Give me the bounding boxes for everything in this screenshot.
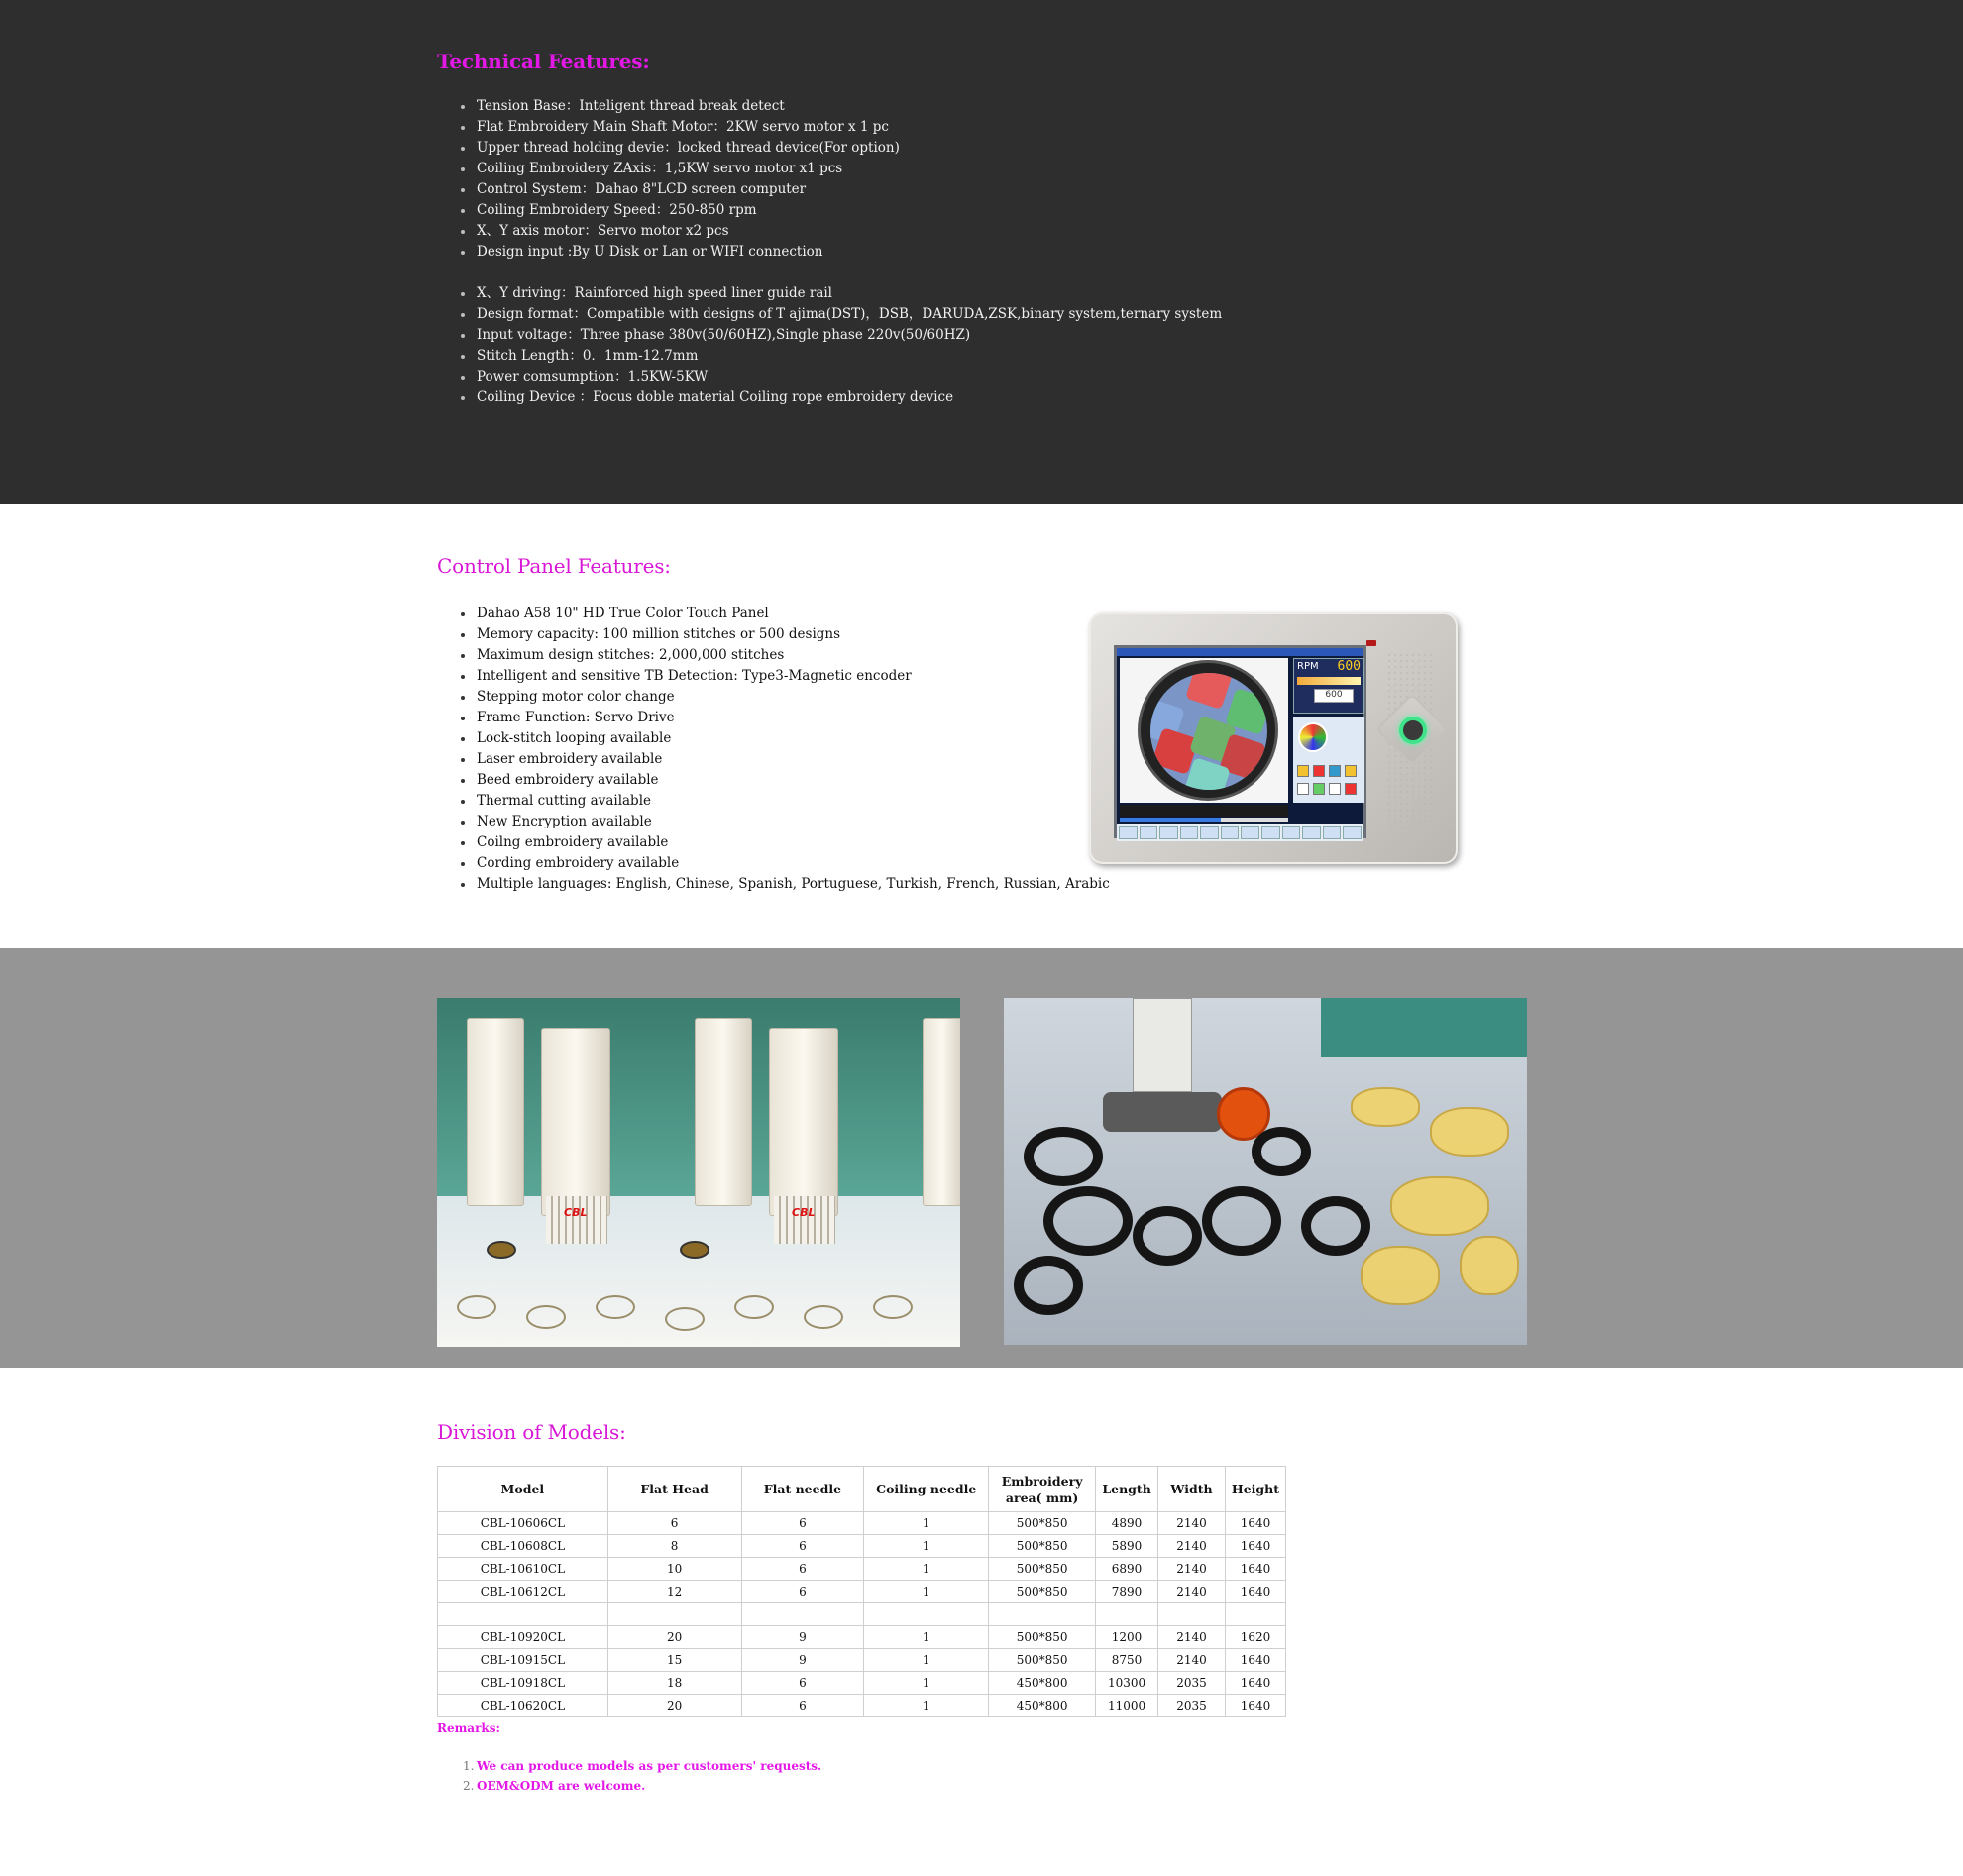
list-item: Tension Base：Inteligent thread break detect: [437, 96, 1222, 117]
machine-brand-label: CBL: [564, 1206, 588, 1219]
list-item: Laser embroidery available: [437, 749, 1110, 770]
models-table: [437, 1466, 1286, 1717]
list-item: 1. We can produce models as per customers' requests.: [463, 1759, 822, 1773]
tool-icon: [1297, 783, 1309, 795]
table-row: [438, 1672, 1286, 1695]
list-item: Frame Function: Servo Drive: [437, 708, 1110, 728]
design-preview: [1120, 658, 1288, 803]
table-cell: [607, 1603, 741, 1626]
table-cell: 1200: [1096, 1626, 1158, 1649]
table-cell: 6: [741, 1581, 864, 1603]
table-cell: [989, 1603, 1096, 1626]
table-cell: 1: [864, 1626, 989, 1649]
table-row: [438, 1581, 1286, 1603]
table-cell: 500*850: [989, 1558, 1096, 1581]
tool-icon: [1297, 765, 1309, 777]
machine-brand-label: CBL: [792, 1206, 816, 1219]
models-title: Division of Models:: [437, 1420, 626, 1444]
table-cell: 1: [864, 1649, 989, 1672]
list-item: Beed embroidery available: [437, 770, 1110, 791]
table-cell: 1620: [1225, 1626, 1285, 1649]
table-cell: 500*850: [989, 1626, 1096, 1649]
color-wheel-icon: [1298, 722, 1328, 752]
tool-icon: [1313, 765, 1325, 777]
screen-title-bar: [1117, 648, 1363, 656]
table-cell: 11000: [1096, 1695, 1158, 1717]
color-change-panel: [1293, 717, 1364, 803]
tool-icon: [1345, 765, 1357, 777]
list-item: Coiling Device ：Focus doble material Coiling rope embroidery device: [437, 387, 1222, 408]
table-cell: 1: [864, 1558, 989, 1581]
table-cell: 6: [741, 1535, 864, 1558]
table-cell: 1: [864, 1581, 989, 1603]
table-cell: 9: [741, 1649, 864, 1672]
table-cell: 20: [607, 1626, 741, 1649]
table-cell: 1: [864, 1535, 989, 1558]
table-cell: 1640: [1225, 1512, 1285, 1535]
list-item: Coilng embroidery available: [437, 832, 1110, 853]
table-cell: [1225, 1603, 1285, 1626]
table-row: [438, 1603, 1286, 1626]
table-cell: 2140: [1158, 1535, 1226, 1558]
list-item: Design input :By U Disk or Lan or WIFI connection: [437, 242, 1222, 263]
table-cell: CBL-10915CL: [438, 1649, 608, 1672]
control-panel-image: [1089, 612, 1458, 864]
table-cell: 1: [864, 1695, 989, 1717]
list-item: [437, 263, 1222, 283]
control-panel-features-list: [437, 604, 1110, 895]
column-header: Flat needle: [741, 1467, 864, 1512]
list-item: X、Y axis motor：Servo motor x2 pcs: [437, 221, 1222, 242]
list-item: Stepping motor color change: [437, 687, 1110, 708]
list-item: Control System：Dahao 8"LCD screen computer: [437, 179, 1222, 200]
tool-icon: [1345, 783, 1357, 795]
list-item: Coiling Embroidery Speed：250-850 rpm: [437, 200, 1222, 221]
tool-icon: [1329, 783, 1341, 795]
rpm-bar: [1297, 677, 1361, 685]
table-cell: 500*850: [989, 1649, 1096, 1672]
technical-features-title: Technical Features:: [437, 50, 650, 73]
table-cell: 1640: [1225, 1672, 1285, 1695]
rpm-set-field: 600: [1314, 689, 1354, 703]
stitch-progress: [1120, 818, 1288, 822]
table-cell: CBL-10918CL: [438, 1672, 608, 1695]
table-cell: 6: [607, 1512, 741, 1535]
table-cell: 6: [741, 1672, 864, 1695]
list-item: Lock-stitch looping available: [437, 728, 1110, 749]
table-cell: 15: [607, 1649, 741, 1672]
rpm-panel: [1293, 658, 1364, 714]
list-item: Multiple languages: English, Chinese, Spanish, Portuguese, Turkish, French, Russian, Arabic: [437, 874, 1110, 895]
list-item: Thermal cutting available: [437, 791, 1110, 812]
table-header-row: [438, 1467, 1286, 1512]
table-row: [438, 1512, 1286, 1535]
list-item: Coiling Embroidery ZAxis：1,5KW servo motor x1 pcs: [437, 159, 1222, 179]
photo-gallery-section: [0, 948, 1963, 1368]
table-cell: 2035: [1158, 1672, 1226, 1695]
table-cell: 18: [607, 1672, 741, 1695]
column-header: Width: [1158, 1467, 1226, 1512]
table-cell: [1158, 1603, 1226, 1626]
table-cell: 450*800: [989, 1695, 1096, 1717]
table-row: [438, 1649, 1286, 1672]
list-item: 2. OEM&ODM are welcome.: [463, 1779, 646, 1793]
table-cell: CBL-10920CL: [438, 1626, 608, 1649]
control-panel-title: Control Panel Features:: [437, 554, 671, 578]
column-header: Model: [438, 1467, 608, 1512]
table-cell: 2035: [1158, 1695, 1226, 1717]
table-cell: CBL-10606CL: [438, 1512, 608, 1535]
list-item: Design format：Compatible with designs of T ajima(DST)，DSB，DARUDA,ZSK,binary system,ternary system: [437, 304, 1222, 325]
machine-heads-photo: [437, 998, 960, 1347]
table-cell: 1640: [1225, 1649, 1285, 1672]
table-cell: CBL-10620CL: [438, 1695, 608, 1717]
remarks-list: [437, 1756, 821, 1796]
table-cell: 8750: [1096, 1649, 1158, 1672]
start-ring-icon: [1399, 717, 1427, 744]
table-cell: 6: [741, 1558, 864, 1581]
table-cell: 6890: [1096, 1558, 1158, 1581]
column-header: Embroidery area( mm): [989, 1467, 1096, 1512]
column-header: Flat Head: [607, 1467, 741, 1512]
list-item: Dahao A58 10" HD True Color Touch Panel: [437, 604, 1110, 624]
column-header: Length: [1096, 1467, 1158, 1512]
list-item: Memory capacity: 100 million stitches or 500 designs: [437, 624, 1110, 645]
column-header: Height: [1225, 1467, 1285, 1512]
table-cell: 10: [607, 1558, 741, 1581]
table-cell: 500*850: [989, 1512, 1096, 1535]
table-cell: 5890: [1096, 1535, 1158, 1558]
remarks-label: Remarks:: [437, 1721, 500, 1735]
list-item: Power comsumption：1.5KW-5KW: [437, 367, 1222, 387]
table-row: [438, 1626, 1286, 1649]
table-cell: 20: [607, 1695, 741, 1717]
table-cell: 2140: [1158, 1558, 1226, 1581]
table-cell: 500*850: [989, 1581, 1096, 1603]
rpm-label: RPM: [1297, 661, 1319, 672]
table-cell: 1640: [1225, 1535, 1285, 1558]
table-cell: 1: [864, 1672, 989, 1695]
table-cell: 2140: [1158, 1649, 1226, 1672]
list-item: Stitch Length：0．1mm-12.7mm: [437, 346, 1222, 367]
list-item: Flat Embroidery Main Shaft Motor：2KW servo motor x 1 pc: [437, 117, 1222, 138]
control-panel-section: [0, 504, 1963, 948]
rpm-value: 600: [1337, 659, 1361, 674]
list-item: New Encryption available: [437, 812, 1110, 832]
table-cell: 500*850: [989, 1535, 1096, 1558]
table-cell: 2140: [1158, 1512, 1226, 1535]
table-row: [438, 1535, 1286, 1558]
table-cell: 8: [607, 1535, 741, 1558]
technical-features-list: [437, 96, 1222, 408]
list-item: Cording embroidery available: [437, 853, 1110, 874]
table-cell: [438, 1603, 608, 1626]
power-led: [1366, 640, 1376, 646]
table-cell: [864, 1603, 989, 1626]
tool-icon: [1313, 783, 1325, 795]
table-cell: 12: [607, 1581, 741, 1603]
touch-screen: [1114, 645, 1366, 838]
list-item: Input voltage：Three phase 380v(50/60HZ),Single phase 220v(50/60HZ): [437, 325, 1222, 346]
list-item: X、Y driving：Rainforced high speed liner guide rail: [437, 283, 1222, 304]
list-item: Intelligent and sensitive TB Detection: Type3-Magnetic encoder: [437, 666, 1110, 687]
soccer-ball-design: [1150, 673, 1267, 790]
technical-features-section: [0, 0, 1963, 504]
table-cell: 10300: [1096, 1672, 1158, 1695]
table-cell: 1: [864, 1512, 989, 1535]
table-cell: 7890: [1096, 1581, 1158, 1603]
list-item: Upper thread holding devie：locked thread device(For option): [437, 138, 1222, 159]
table-cell: 450*800: [989, 1672, 1096, 1695]
table-cell: 1640: [1225, 1558, 1285, 1581]
table-cell: [1096, 1603, 1158, 1626]
table-cell: CBL-10608CL: [438, 1535, 608, 1558]
table-cell: 9: [741, 1626, 864, 1649]
table-cell: 4890: [1096, 1512, 1158, 1535]
table-cell: CBL-10612CL: [438, 1581, 608, 1603]
coiling-embroidery-photo: [1004, 998, 1527, 1345]
table-cell: 2140: [1158, 1626, 1226, 1649]
list-item: Maximum design stitches: 2,000,000 stitches: [437, 645, 1110, 666]
tool-icon: [1329, 765, 1341, 777]
table-cell: 2140: [1158, 1581, 1226, 1603]
table-row: [438, 1695, 1286, 1717]
table-cell: 6: [741, 1512, 864, 1535]
table-cell: [741, 1603, 864, 1626]
table-row: [438, 1558, 1286, 1581]
screen-toolbar: [1117, 824, 1363, 841]
table-cell: CBL-10610CL: [438, 1558, 608, 1581]
table-cell: 6: [741, 1695, 864, 1717]
table-cell: 1640: [1225, 1581, 1285, 1603]
table-cell: 1640: [1225, 1695, 1285, 1717]
status-bar: [1120, 805, 1288, 817]
column-header: Coiling needle: [864, 1467, 989, 1512]
